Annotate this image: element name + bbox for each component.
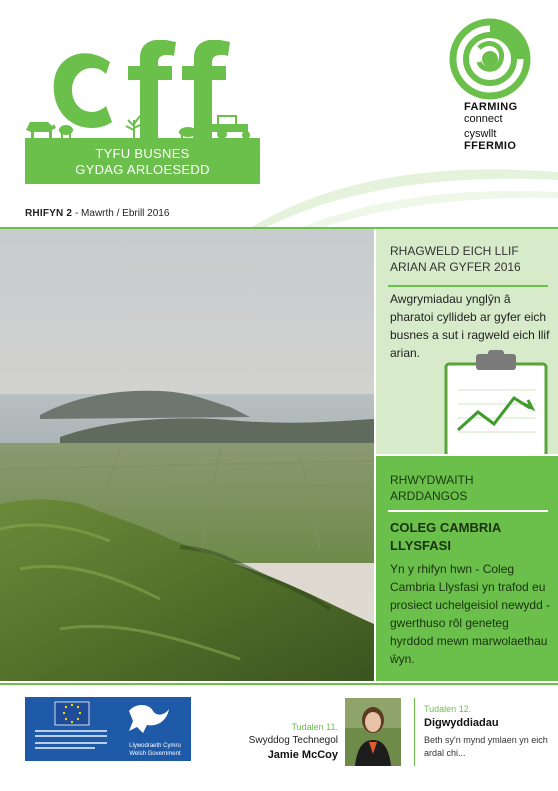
page-ref-12-title: Digwyddiadau [424,717,499,729]
farm-silhouettes [22,104,262,140]
feature-cashflow-divider [388,285,548,287]
clipboard-chart-icon [432,350,552,454]
feature2-subtitle-line1: COLEG CAMBRIA [390,520,502,535]
farming-connect-text [464,101,518,152]
issue-date: - Mawrth / Ebrill 2016 [72,208,170,219]
tagline [25,146,260,178]
page-ref-12-label: Tudalen 12. [424,704,472,714]
feature-network-subtitle [390,519,550,555]
feature-cashflow-body: Awgrymiadau ynglŷn â pharatoi cyllideb ar gyfer eich busnes a sut i ragweld eich llif arian. [390,292,550,360]
feature1-title-line2: ARIAN AR GYFER 2016 [390,260,521,274]
feature-cashflow-title [390,243,550,275]
page-ref-11-title: Swyddog Technegol [248,735,338,746]
page-ref-divider [414,698,415,766]
feature1-title-line1: RHAGWELD EICH LLIF [390,244,519,258]
brand-line4: FFERMIO [464,140,517,152]
landscape-photo [0,229,374,681]
brand-line3: cyswllt [464,128,497,140]
page-ref-12-body: Beth sy'n mynd ymlaen yn eich ardal chi... [424,735,548,758]
brand-line2: connect [464,113,503,125]
eu-welsh-government-logo [25,697,191,761]
feature2-title-line2: ARDDANGOS [390,489,468,503]
farming-connect-logo [449,18,531,100]
feature2-subtitle-line2: LLYSFASI [390,538,451,553]
feature-network-body: Yn y rhifyn hwn - Coleg Cambria Llysfasi yn trafod eu prosiect uchelgeisiol newydd - gwerthuso rôl geneteg hyrddod mewn marwolaethau ŵyn. [390,562,551,666]
page-ref-11-label: Tudalen 11. [291,722,338,732]
tagline-line2: GYDAG ARLOESEDD [75,162,210,177]
feature-network-title [390,472,550,504]
issue-number: RHIFYN 2 [25,208,73,219]
gov-english-label: Welsh Government [129,751,181,757]
gov-welsh-label: Llywodraeth Cymru [129,743,181,749]
brand-line1: FARMING [464,101,518,113]
feature2-title-line1: RHWYDWAITH [390,473,474,487]
tagline-line1: TYFU BUSNES [95,146,190,161]
issue-line [25,208,169,219]
bottom-divider [0,683,558,685]
portrait-photo [345,698,401,766]
feature-network-divider [388,510,548,512]
page-ref-11-name: Jamie McCoy [267,749,338,761]
